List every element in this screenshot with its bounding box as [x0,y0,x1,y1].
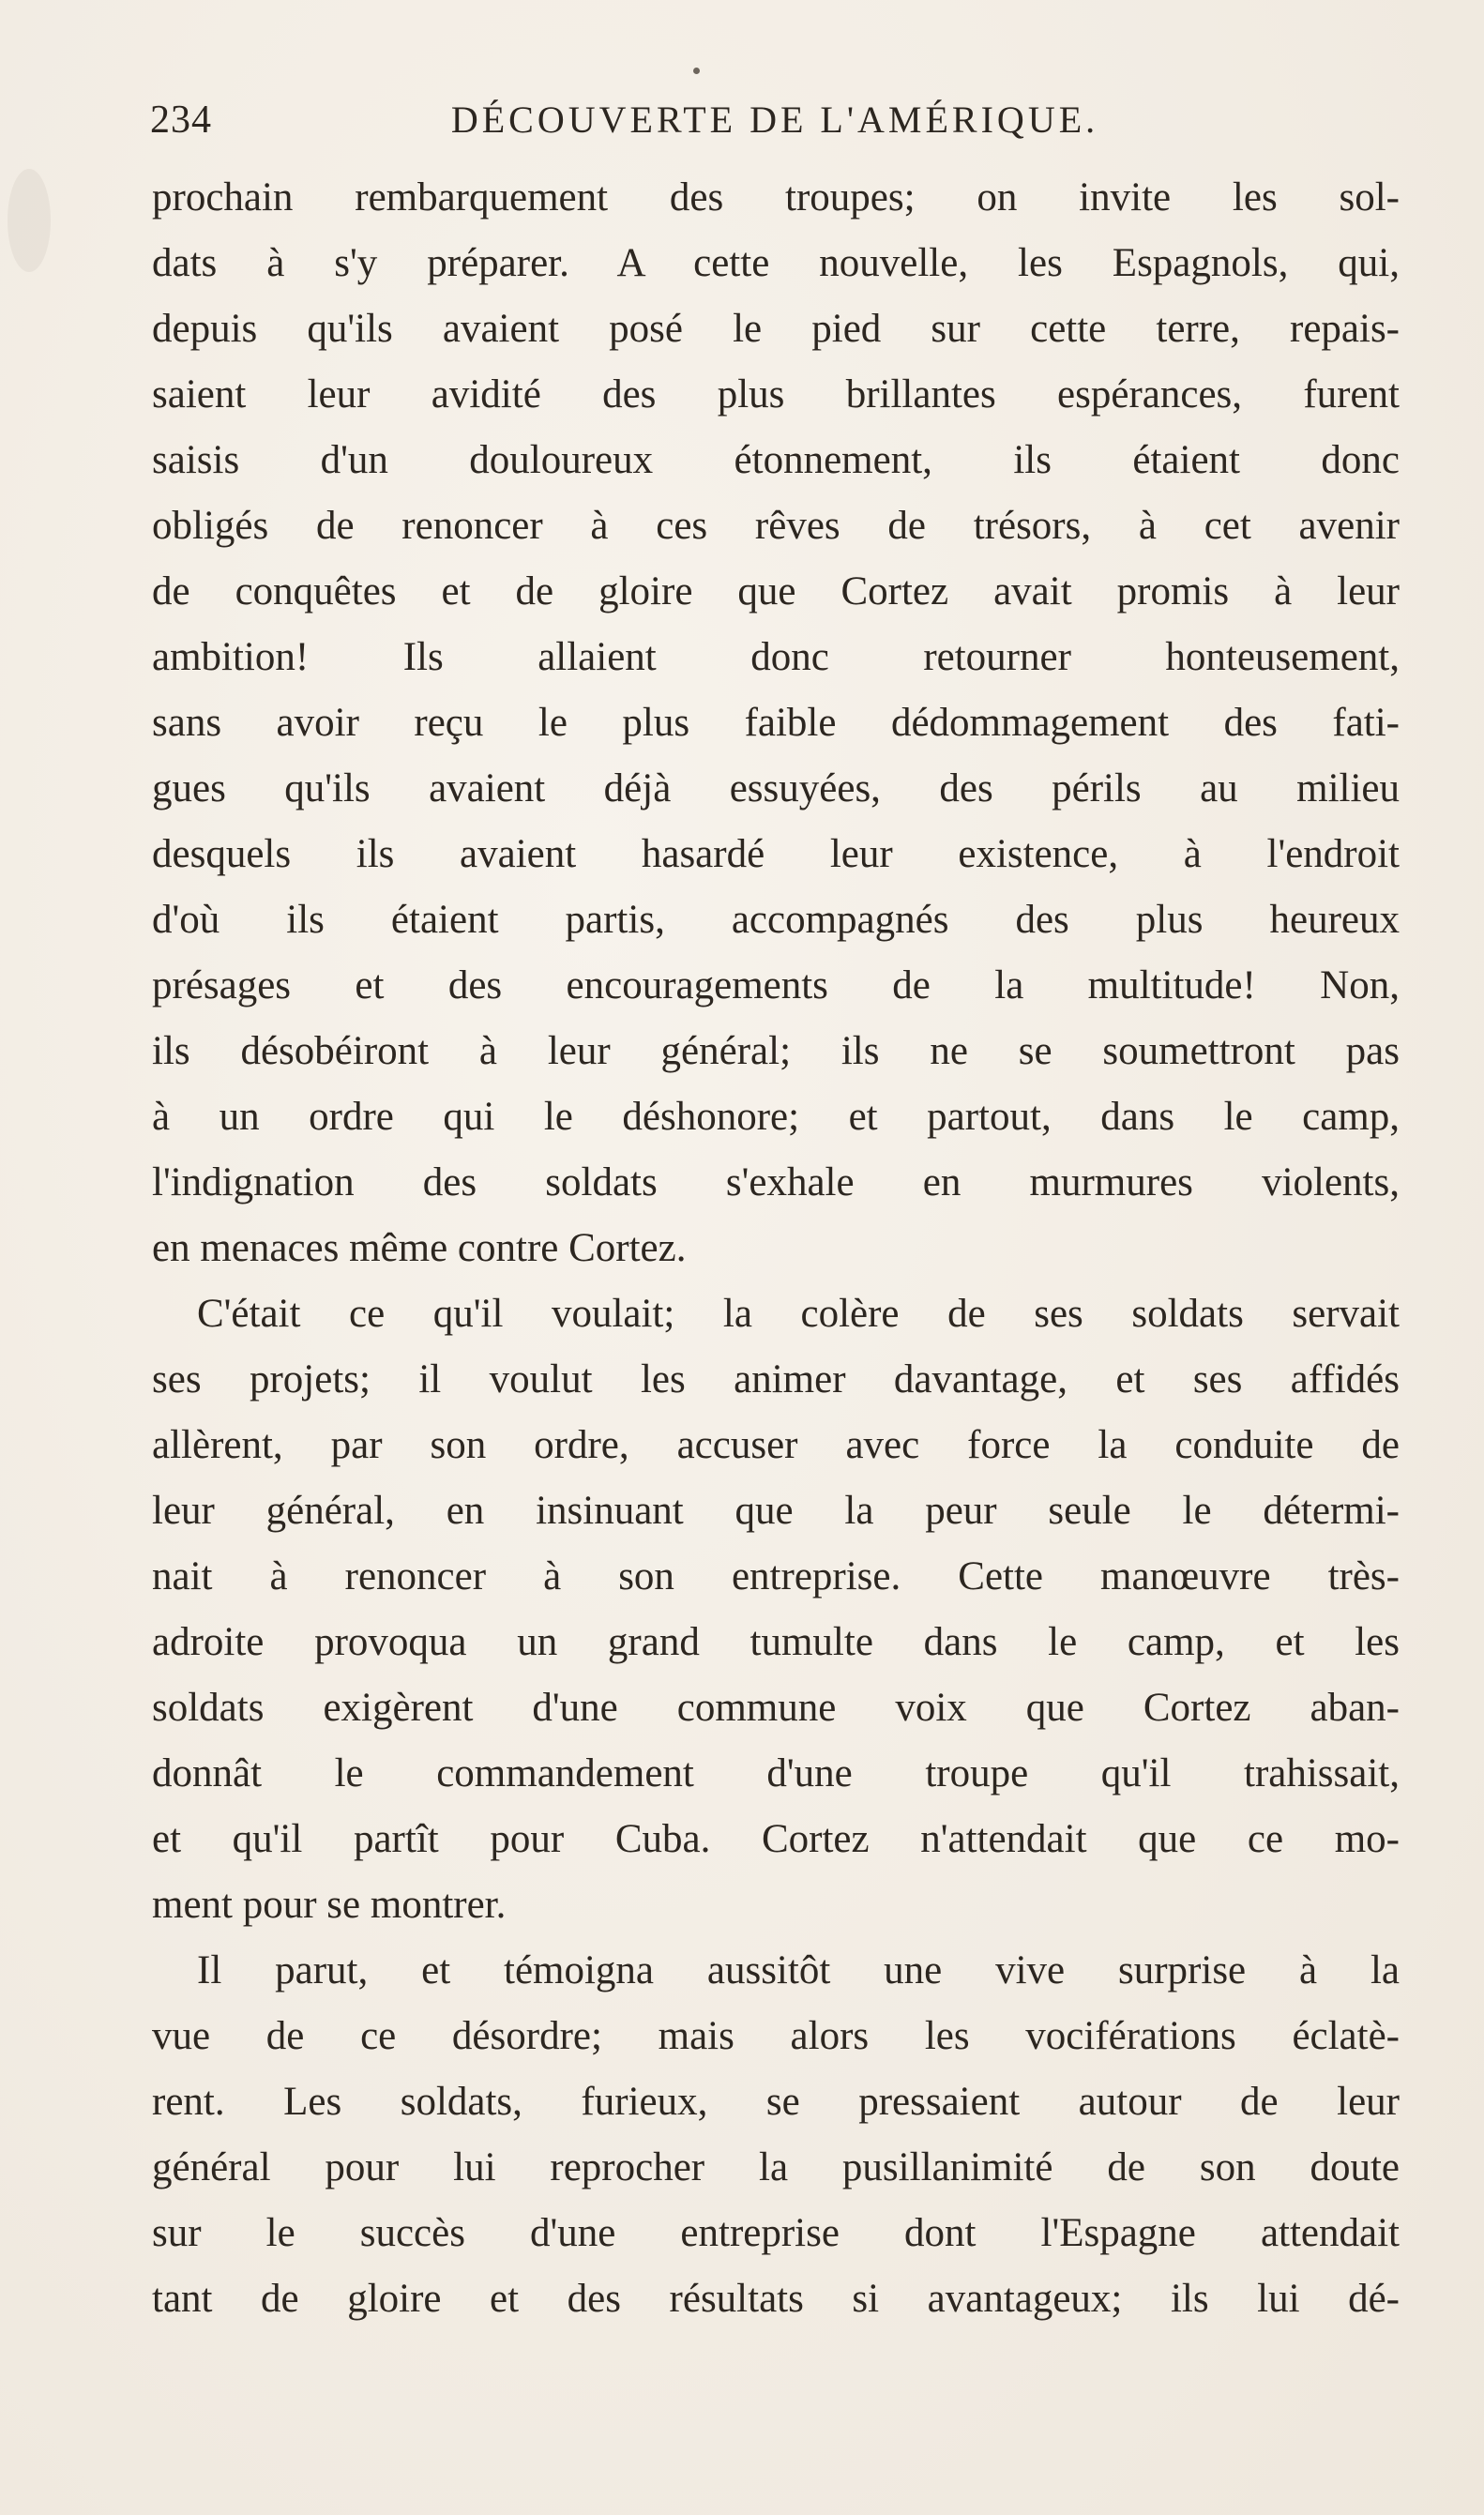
text-line: tant de gloire et des résultats si avantageux; ils lui dé- [152,2277,1400,2321]
text-line: saient leur avidité des plus brillantes espérances, furent [152,372,1400,417]
paper-stain [8,169,51,272]
text-line: ils désobéiront à leur général; ils ne se soumettront pas [152,1029,1400,1073]
text-line: d'où ils étaient partis, accompagnés des plus heureux [152,898,1400,942]
text-line: allèrent, par son ordre, accuser avec force la conduite de [152,1423,1400,1467]
text-line: et qu'il partît pour Cuba. Cortez n'attendait que ce mo- [152,1817,1400,1861]
body-text [152,165,1400,2332]
ink-speck [693,68,700,74]
text-line: donnât le commandement d'une troupe qu'il trahissait, [152,1751,1400,1795]
running-title: DÉCOUVERTE DE L'AMÉRIQUE. [450,98,1099,141]
text-line: de conquêtes et de gloire que Cortez avait promis à leur [152,569,1400,614]
text-line: ambition! Ils allaient donc retourner honteusement, [152,635,1400,679]
text-line: prochain rembarquement des troupes; on invite les sol- [152,175,1400,220]
text-line: vue de ce désordre; mais alors les vociférations éclatè- [152,2014,1400,2058]
text-line: dats à s'y préparer. A cette nouvelle, les Espagnols, qui, [152,241,1400,285]
text-line: ment pour se montrer. [152,1883,507,1927]
text-line: Il parut, et témoigna aussitôt une vive surprise à la [197,1948,1400,1992]
text-line: C'était ce qu'il voulait; la colère de ses soldats servait [197,1292,1400,1336]
text-line: ses projets; il voulut les animer davantage, et ses affidés [152,1357,1400,1401]
text-line: sans avoir reçu le plus faible dédommagement des fati- [152,701,1400,745]
text-line: adroite provoqua un grand tumulte dans le camp, et les [152,1620,1400,1664]
text-line: à un ordre qui le déshonore; et partout, dans le camp, [152,1095,1400,1139]
text-line: gues qu'ils avaient déjà essuyées, des périls au milieu [152,766,1400,811]
text-line: rent. Les soldats, furieux, se pressaient autour de leur [152,2080,1400,2124]
text-line: depuis qu'ils avaient posé le pied sur cette terre, repais- [152,307,1400,351]
page-number: 234 [150,98,212,142]
text-line: l'indignation des soldats s'exhale en murmures violents, [152,1160,1400,1204]
text-line: desquels ils avaient hasardé leur existence, à l'endroit [152,832,1400,876]
page-header [150,90,1400,146]
text-line: général pour lui reprocher la pusillanimité de son doute [152,2145,1400,2189]
text-line: sur le succès d'une entreprise dont l'Espagne attendait [152,2211,1400,2255]
text-line: leur général, en insinuant que la peur seule le détermi- [152,1489,1400,1533]
text-line: en menaces même contre Cortez. [152,1226,687,1270]
text-line: soldats exigèrent d'une commune voix que Cortez aban- [152,1686,1400,1730]
text-line: nait à renoncer à son entreprise. Cette manœuvre très- [152,1554,1400,1598]
text-line: obligés de renoncer à ces rêves de trésors, à cet avenir [152,504,1400,548]
text-line: présages et des encouragements de la multitude! Non, [152,963,1400,1008]
text-line: saisis d'un douloureux étonnement, ils étaient donc [152,438,1400,482]
